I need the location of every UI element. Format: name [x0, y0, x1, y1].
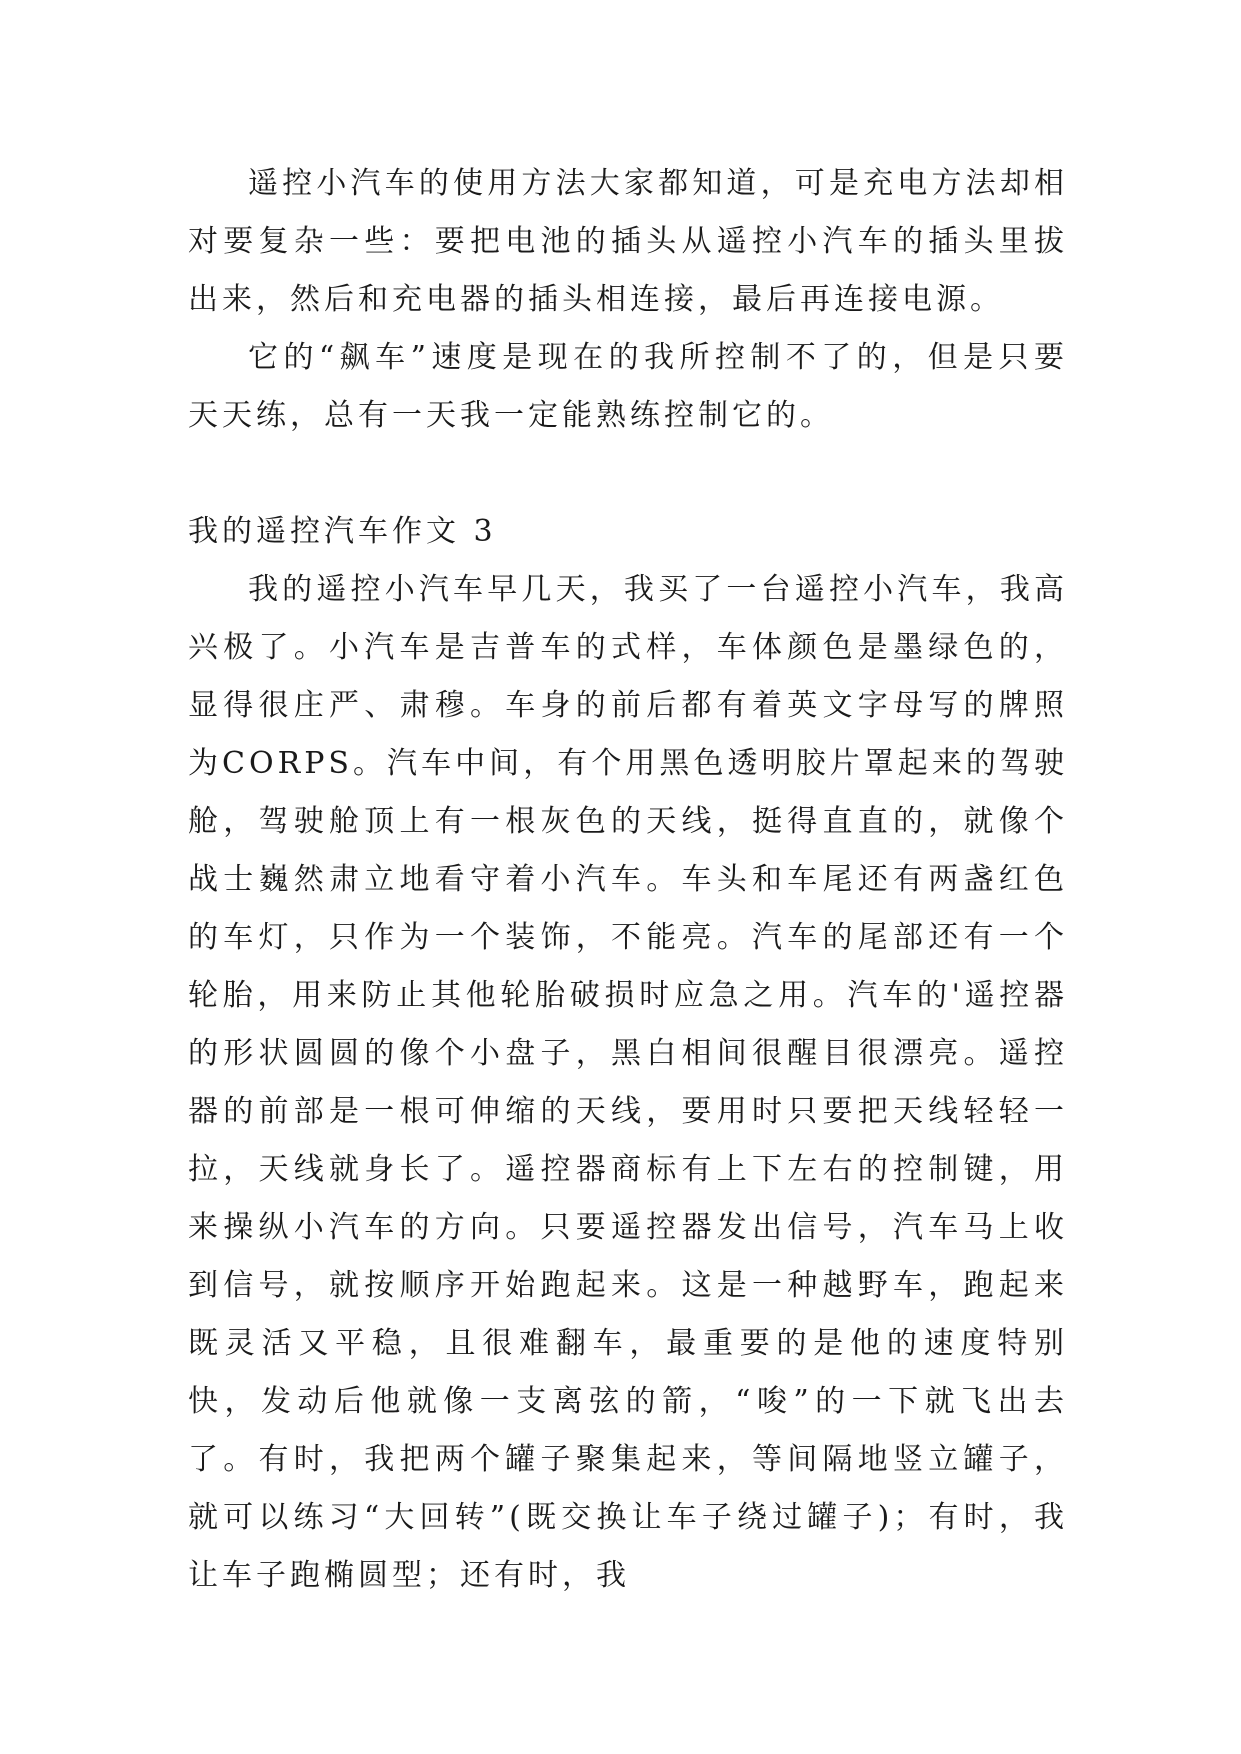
paragraph-charging: 遥控小汽车的使用方法大家都知道，可是充电方法却相对要复杂一些：要把电池的插头从遥控小汽车的插头里拔出来，然后和充电器的插头相连接，最后再连接电源。	[188, 166, 1068, 317]
essay-heading: 我的遥控汽车作文 3	[188, 514, 497, 549]
document-body	[188, 155, 1068, 1605]
paragraph-speed: 它的“飙车”速度是现在的我所控制不了的，但是只要天天练，总有一天我一定能熟练控制它的。	[188, 340, 1068, 433]
paragraph-essay-3: 我的遥控小汽车早几天，我买了一台遥控小汽车，我高兴极了。小汽车是吉普车的式样，车体颜色是墨绿色的，显得很庄严、肃穆。车身的前后都有着英文字母写的牌照为CORPS。汽车中间，有个用黑色透明胶片罩起来的驾驶舱，驾驶舱顶上有一根灰色的天线，挺得直直的，就像个战士巍然肃立地看守着小汽车。车头和车尾还有两盏红色的车灯，只作为一个装饰，不能亮。汽车的尾部还有一个轮胎，用来防止其他轮胎破损时应急之用。汽车的'遥控器的形状圆圆的像个小盘子，黑白相间很醒目很漂亮。遥控器的前部是一根可伸缩的天线，要用时只要把天线轻轻一拉，天线就身长了。遥控器商标有上下左右的控制键，用来操纵小汽车的方向。只要遥控器发出信号，汽车马上收到信号，就按顺序开始跑起来。这是一种越野车，跑起来既灵活又平稳，且很难翻车，最重要的是他的速度特别快，发动后他就像一支离弦的箭，“唆”的一下就飞出去了。有时，我把两个罐子聚集起来，等间隔地竖立罐子，就可以练习“大回转”(既交换让车子绕过罐子)；有时，我让车子跑椭圆型；还有时，我	[188, 572, 1068, 1593]
